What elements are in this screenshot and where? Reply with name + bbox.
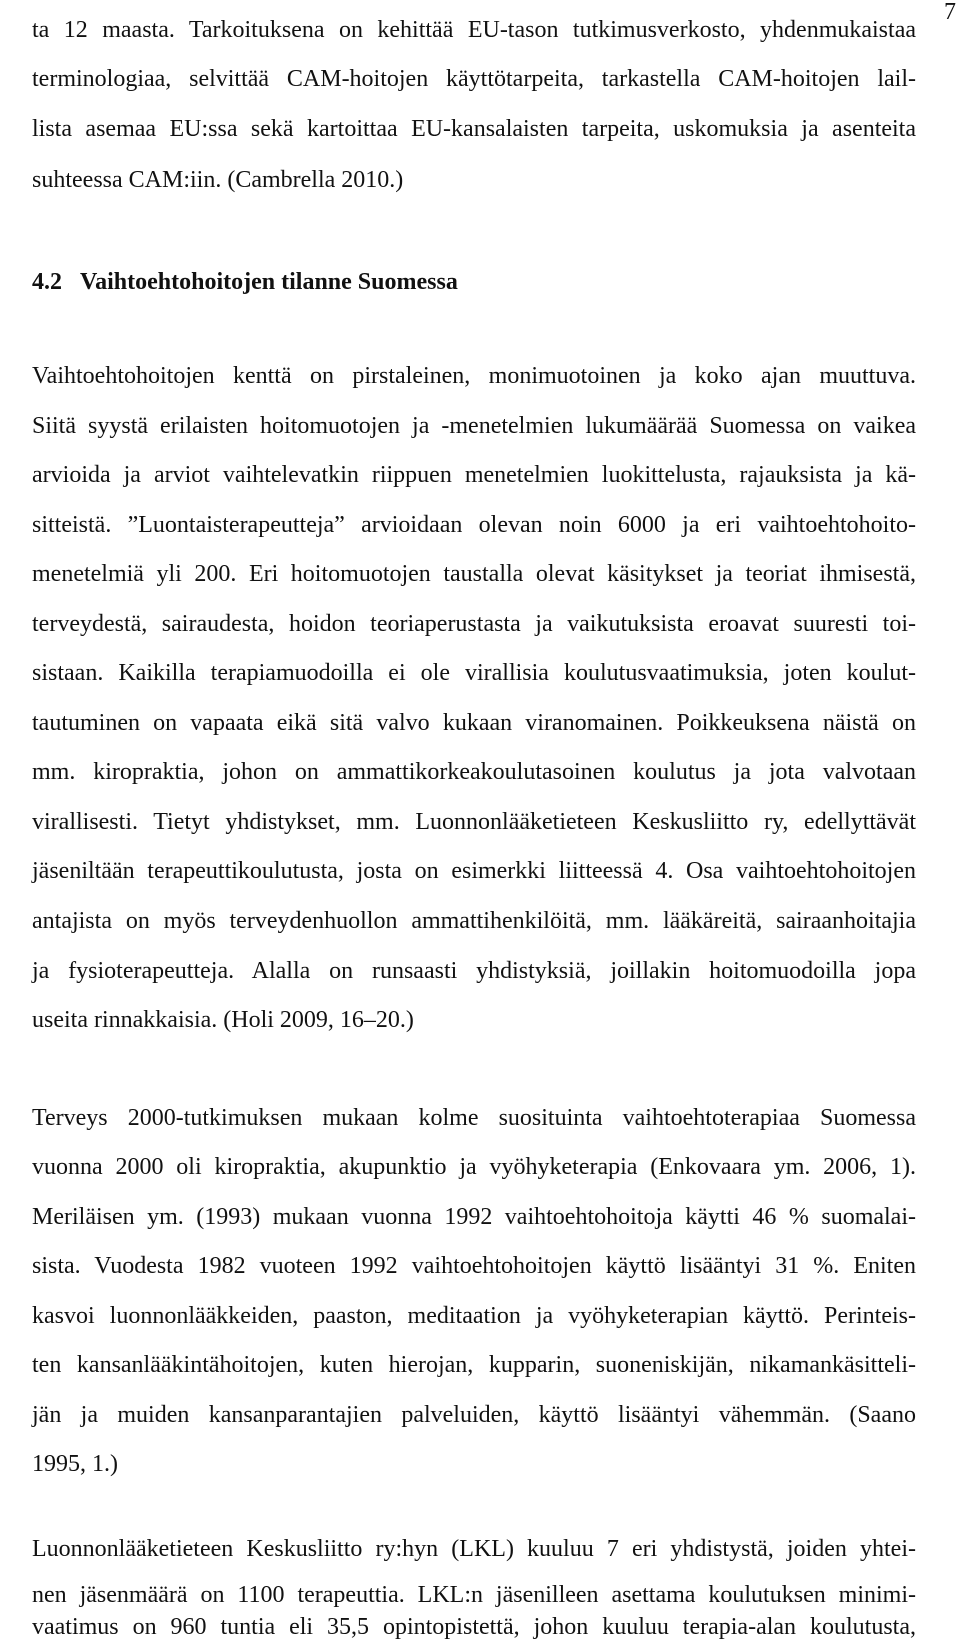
page-number: 7 xyxy=(944,0,956,25)
text-line: vaatimus on 960 tuntia eli 35,5 opintopistettä, johon kuuluu terapia-alan koulutusta, xyxy=(32,1614,916,1640)
text-line: ta 12 maasta. Tarkoituksena on kehittää EU-tason tutkimusverkosto, yhdenmukaistaa xyxy=(32,17,916,43)
text-line: arvioida ja arviot vaihtelevatkin riippuen menetelmien luokittelusta, rajauksista ja kä- xyxy=(32,462,916,488)
text-line: sitteistä. ”Luontaisterapeutteja” arvioidaan olevan noin 6000 ja eri vaihtoehtohoito- xyxy=(32,512,916,538)
text-line: Vaihtoehtohoitojen kenttä on pirstaleinen, monimuotoinen ja koko ajan muuttuva. xyxy=(32,363,916,389)
text-line: ten kansanlääkintähoitojen, kuten hierojan, kupparin, suoneniskijän, nikamankäsitteli- xyxy=(32,1352,916,1378)
text-line: antajista on myös terveydenhuollon ammattihenkilöitä, mm. lääkäreitä, sairaanhoitajia xyxy=(32,908,916,934)
text-line: Siitä syystä erilaisten hoitomuotojen ja -menetelmien lukumäärää Suomessa on vaikea xyxy=(32,413,916,439)
text-line: 1995, 1.) xyxy=(32,1451,118,1477)
text-line: lista asemaa EU:ssa sekä kartoittaa EU-kansalaisten tarpeita, uskomuksia ja asenteita xyxy=(32,116,916,142)
section-title: Vaihtoehtohoitojen tilanne Suomessa xyxy=(80,269,458,295)
text-line: sistaan. Kaikilla terapiamuodoilla ei ole virallisia koulutusvaatimuksia, joten koulut- xyxy=(32,660,916,686)
section-heading xyxy=(32,266,458,298)
text-line: virallisesti. Tietyt yhdistykset, mm. Luonnonlääketieteen Keskusliitto ry, edellyttävät xyxy=(32,809,916,835)
text-line: terminologiaa, selvittää CAM-hoitojen käyttötarpeita, tarkastella CAM-hoitojen lail- xyxy=(32,66,916,92)
text-line: jäseniltään terapeuttikoulutusta, josta on esimerkki liitteessä 4. Osa vaihtoehtohoitojen xyxy=(32,858,916,884)
text-line: useita rinnakkaisia. (Holi 2009, 16–20.) xyxy=(32,1007,414,1033)
text-line: nen jäsenmäärä on 1100 terapeuttia. LKL:n jäsenilleen asettama koulutuksen minimi- xyxy=(32,1582,916,1608)
text-line: Terveys 2000-tutkimuksen mukaan kolme suosituinta vaihtoehtoterapiaa Suomessa xyxy=(32,1105,916,1131)
text-line: ja fysioterapeutteja. Alalla on runsaasti yhdistyksiä, joillakin hoitomuodoilla jopa xyxy=(32,958,916,984)
text-line: kasvoi luonnonlääkkeiden, paaston, meditaation ja vyöhyketerapian käyttö. Perinteis- xyxy=(32,1303,916,1329)
text-line: suhteessa CAM:iin. (Cambrella 2010.) xyxy=(32,167,404,193)
text-line: Luonnonlääketieteen Keskusliitto ry:hyn (LKL) kuuluu 7 eri yhdistystä, joiden yhtei- xyxy=(32,1536,916,1562)
text-line: jän ja muiden kansanparantajien palveluiden, käyttö lisääntyi vähemmän. (Saano xyxy=(32,1402,916,1428)
section-number: 4.2 xyxy=(32,269,62,295)
text-line: mm. kiropraktia, johon on ammattikorkeakoulutasoinen koulutus ja jota valvotaan xyxy=(32,759,916,785)
text-line: Meriläisen ym. (1993) mukaan vuonna 1992 vaihtoehtohoitoja käytti 46 % suomalai- xyxy=(32,1204,916,1230)
text-line: sista. Vuodesta 1982 vuoteen 1992 vaihtoehtohoitojen käyttö lisääntyi 31 %. Eniten xyxy=(32,1253,916,1279)
text-line: tautuminen on vapaata eikä sitä valvo kukaan viranomainen. Poikkeuksena näistä on xyxy=(32,710,916,736)
text-line: menetelmiä yli 200. Eri hoitomuotojen taustalla olevat käsitykset ja teoriat ihmisestä, xyxy=(32,561,916,587)
text-line: terveydestä, sairaudesta, hoidon teoriaperustasta ja vaikutuksista eroavat suuresti toi- xyxy=(32,611,916,637)
text-line: vuonna 2000 oli kiropraktia, akupunktio ja vyöhyketerapia (Enkovaara ym. 2006, 1). xyxy=(32,1154,916,1180)
